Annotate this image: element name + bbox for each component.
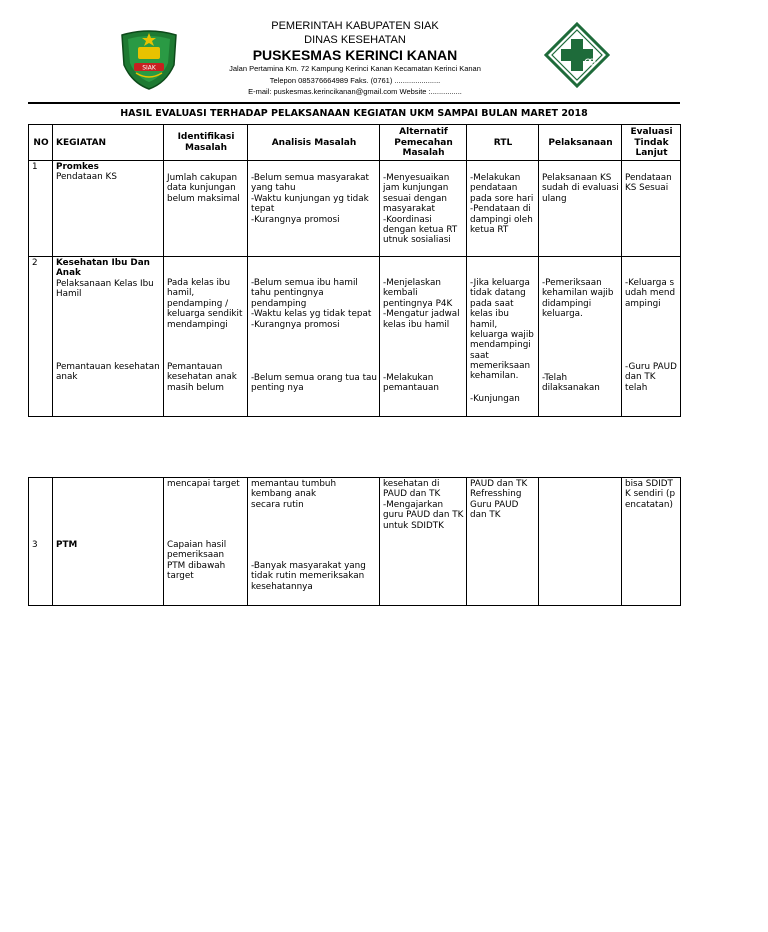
row2-kegiatan-b: Pemantauan kesehatan anak [56, 361, 160, 383]
document-title: HASIL EVALUASI TERHADAP PELAKSANAAN KEGIATAN UKM SAMPAI BULAN MARET 2018 [120, 108, 588, 119]
header-no: NO [29, 125, 53, 161]
row1-alternatif: -Menyesuaikan jam kunjungan sesuai dengan masyarakat -Koordinasi dengan ketua RT utnuk sosialiasi [380, 161, 467, 257]
table-header-row [29, 125, 681, 161]
row1-pelaksanaan: Pelaksanaan KS sudah di evaluasi ulang [539, 161, 622, 257]
row2-evaluasi-cell [622, 257, 681, 417]
row2-alternatif-b: -Melakukan pemantauan [383, 373, 439, 394]
row2-identifikasi-b: Pemantauan kesehatan anak masih belum [167, 362, 237, 393]
address-line: Jalan Pertamina Km. 72 Kampung Kerinci Kanan Kecamatan Kerinci Kanan [229, 64, 481, 73]
row3-title: PTM [56, 540, 78, 550]
table-row [29, 161, 681, 257]
cont-analisis: memantau tumbuh kembang anak secara rutin [251, 479, 337, 510]
cont-alternatif: kesehatan di PAUD dan TK -Mengajarkan guru PAUD dan TK untuk SDIDTK [380, 478, 467, 606]
row2-rtl-cell [467, 257, 539, 417]
row2-rtl-a: -Jika keluarga tidak datang pada saat kelas ibu hamil, keluarga wajib mendampingi saat memeriksaan kehamilan. [470, 278, 534, 382]
header-rtl: RTL [467, 125, 539, 161]
header-identifikasi: Identifikasi Masalah [164, 125, 248, 161]
header-evaluasi: Evaluasi Tindak Lanjut [622, 125, 681, 161]
row2-evaluasi-a: -Keluarga sudah mendampingi [625, 278, 676, 309]
cont-identifikasi-cell [164, 478, 248, 606]
row3-kegiatan-cell [53, 478, 164, 606]
row2-kegiatan-a: Pelaksanaan Kelas Ibu Hamil [56, 278, 154, 300]
row2-kegiatan-cell [53, 257, 164, 417]
row2-identifikasi-cell [164, 257, 248, 417]
row1-rtl: -Melakukan pendataan pada sore hari -Pendataan di dampingi oleh ketua RT [467, 161, 539, 257]
row2-pelaksanaan-a: -Pemeriksaan kehamilan wajib didampingi keluarga. [542, 278, 614, 320]
puskesmas-name: PUSKESMAS KERINCI KANAN [252, 47, 458, 63]
cont-evaluasi: bisa SDIDTK sendiri (pencatatan) [622, 478, 681, 606]
row2-alternatif-a: -Menjelaskan kembali pentingnya P4K -Mengatur jadwal kelas ibu hamil [383, 278, 460, 330]
kabupaten-siak-emblem [116, 25, 182, 91]
row3-no: 3 [29, 478, 53, 606]
phone-line: Telepon 085376664989 Faks. (0761) ...................... [269, 76, 441, 85]
cont-identifikasi: mencapai target [167, 479, 240, 489]
row2-analisis-a: -Belum semua ibu hamil tahu pentingnya pendamping -Waktu kelas yg tidak tepat -Kurangnya promosi [251, 278, 372, 330]
header-pelaksanaan: Pelaksanaan [539, 125, 622, 161]
row1-no: 1 [29, 161, 53, 257]
row1-kegiatan-cell [53, 161, 164, 257]
row2-rtl-b: -Kunjungan [470, 394, 520, 404]
row2-title: Kesehatan Ibu Dan Anak [56, 258, 150, 279]
evaluation-table-continued [28, 477, 681, 606]
row1-analisis: -Belum semua masyarakat yang tahu -Waktu kunjungan yg tidak tepat -Kurangnya promosi [248, 161, 380, 257]
table-row [29, 257, 681, 417]
dept-line: DINAS KESEHATAN [304, 34, 406, 46]
row2-identifikasi-a: Pada kelas ibu hamil, pendamping / keluarga sendikit mendampingi [167, 278, 243, 330]
table-row [29, 478, 681, 606]
row1-evaluasi: Pendataan KS Sesuai [622, 161, 681, 257]
email-line: E-mail: puskesmas.kerincikanan@gmail.com Website :............... [248, 87, 462, 96]
row2-analisis-cell [248, 257, 380, 417]
header-divider [28, 102, 680, 104]
row2-pelaksanaan-b: -Telah dilaksanakan [542, 373, 600, 394]
row2-alternatif-cell [380, 257, 467, 417]
header-alternatif: Alternatif Pemecahan Masalah [380, 125, 467, 161]
cont-analisis-cell [248, 478, 380, 606]
row2-evaluasi-b: -Guru PAUD dan TK telah [625, 362, 677, 393]
header-kegiatan: KEGIATAN [53, 125, 164, 161]
gov-line: PEMERINTAH KABUPATEN SIAK [271, 20, 439, 32]
cont-pelaksanaan [539, 478, 622, 606]
row2-analisis-b: -Belum semua orang tua tau penting nya [251, 373, 377, 394]
emblem-label: SIAK [142, 64, 156, 72]
cont-rtl: PAUD dan TK Refresshing Guru PAUD dan TK [467, 478, 539, 606]
row3-analisis: -Banyak masyarakat yang tidak rutin memeriksakan kesehatannya [251, 561, 366, 592]
header-analisis: Analisis Masalah [248, 125, 380, 161]
evaluation-table [28, 124, 681, 417]
row2-pelaksanaan-cell [539, 257, 622, 417]
puskesmas-cross-icon [544, 22, 610, 88]
row3-identifikasi: Capaian hasil pemeriksaan PTM dibawah target [167, 540, 227, 582]
row1-title: Promkes [56, 162, 99, 172]
row1-identifikasi: Jumlah cakupan data kunjungan belum maksimal [164, 161, 248, 257]
row2-no: 2 [29, 257, 53, 417]
row1-kegiatan: Pendataan KS [56, 172, 117, 183]
